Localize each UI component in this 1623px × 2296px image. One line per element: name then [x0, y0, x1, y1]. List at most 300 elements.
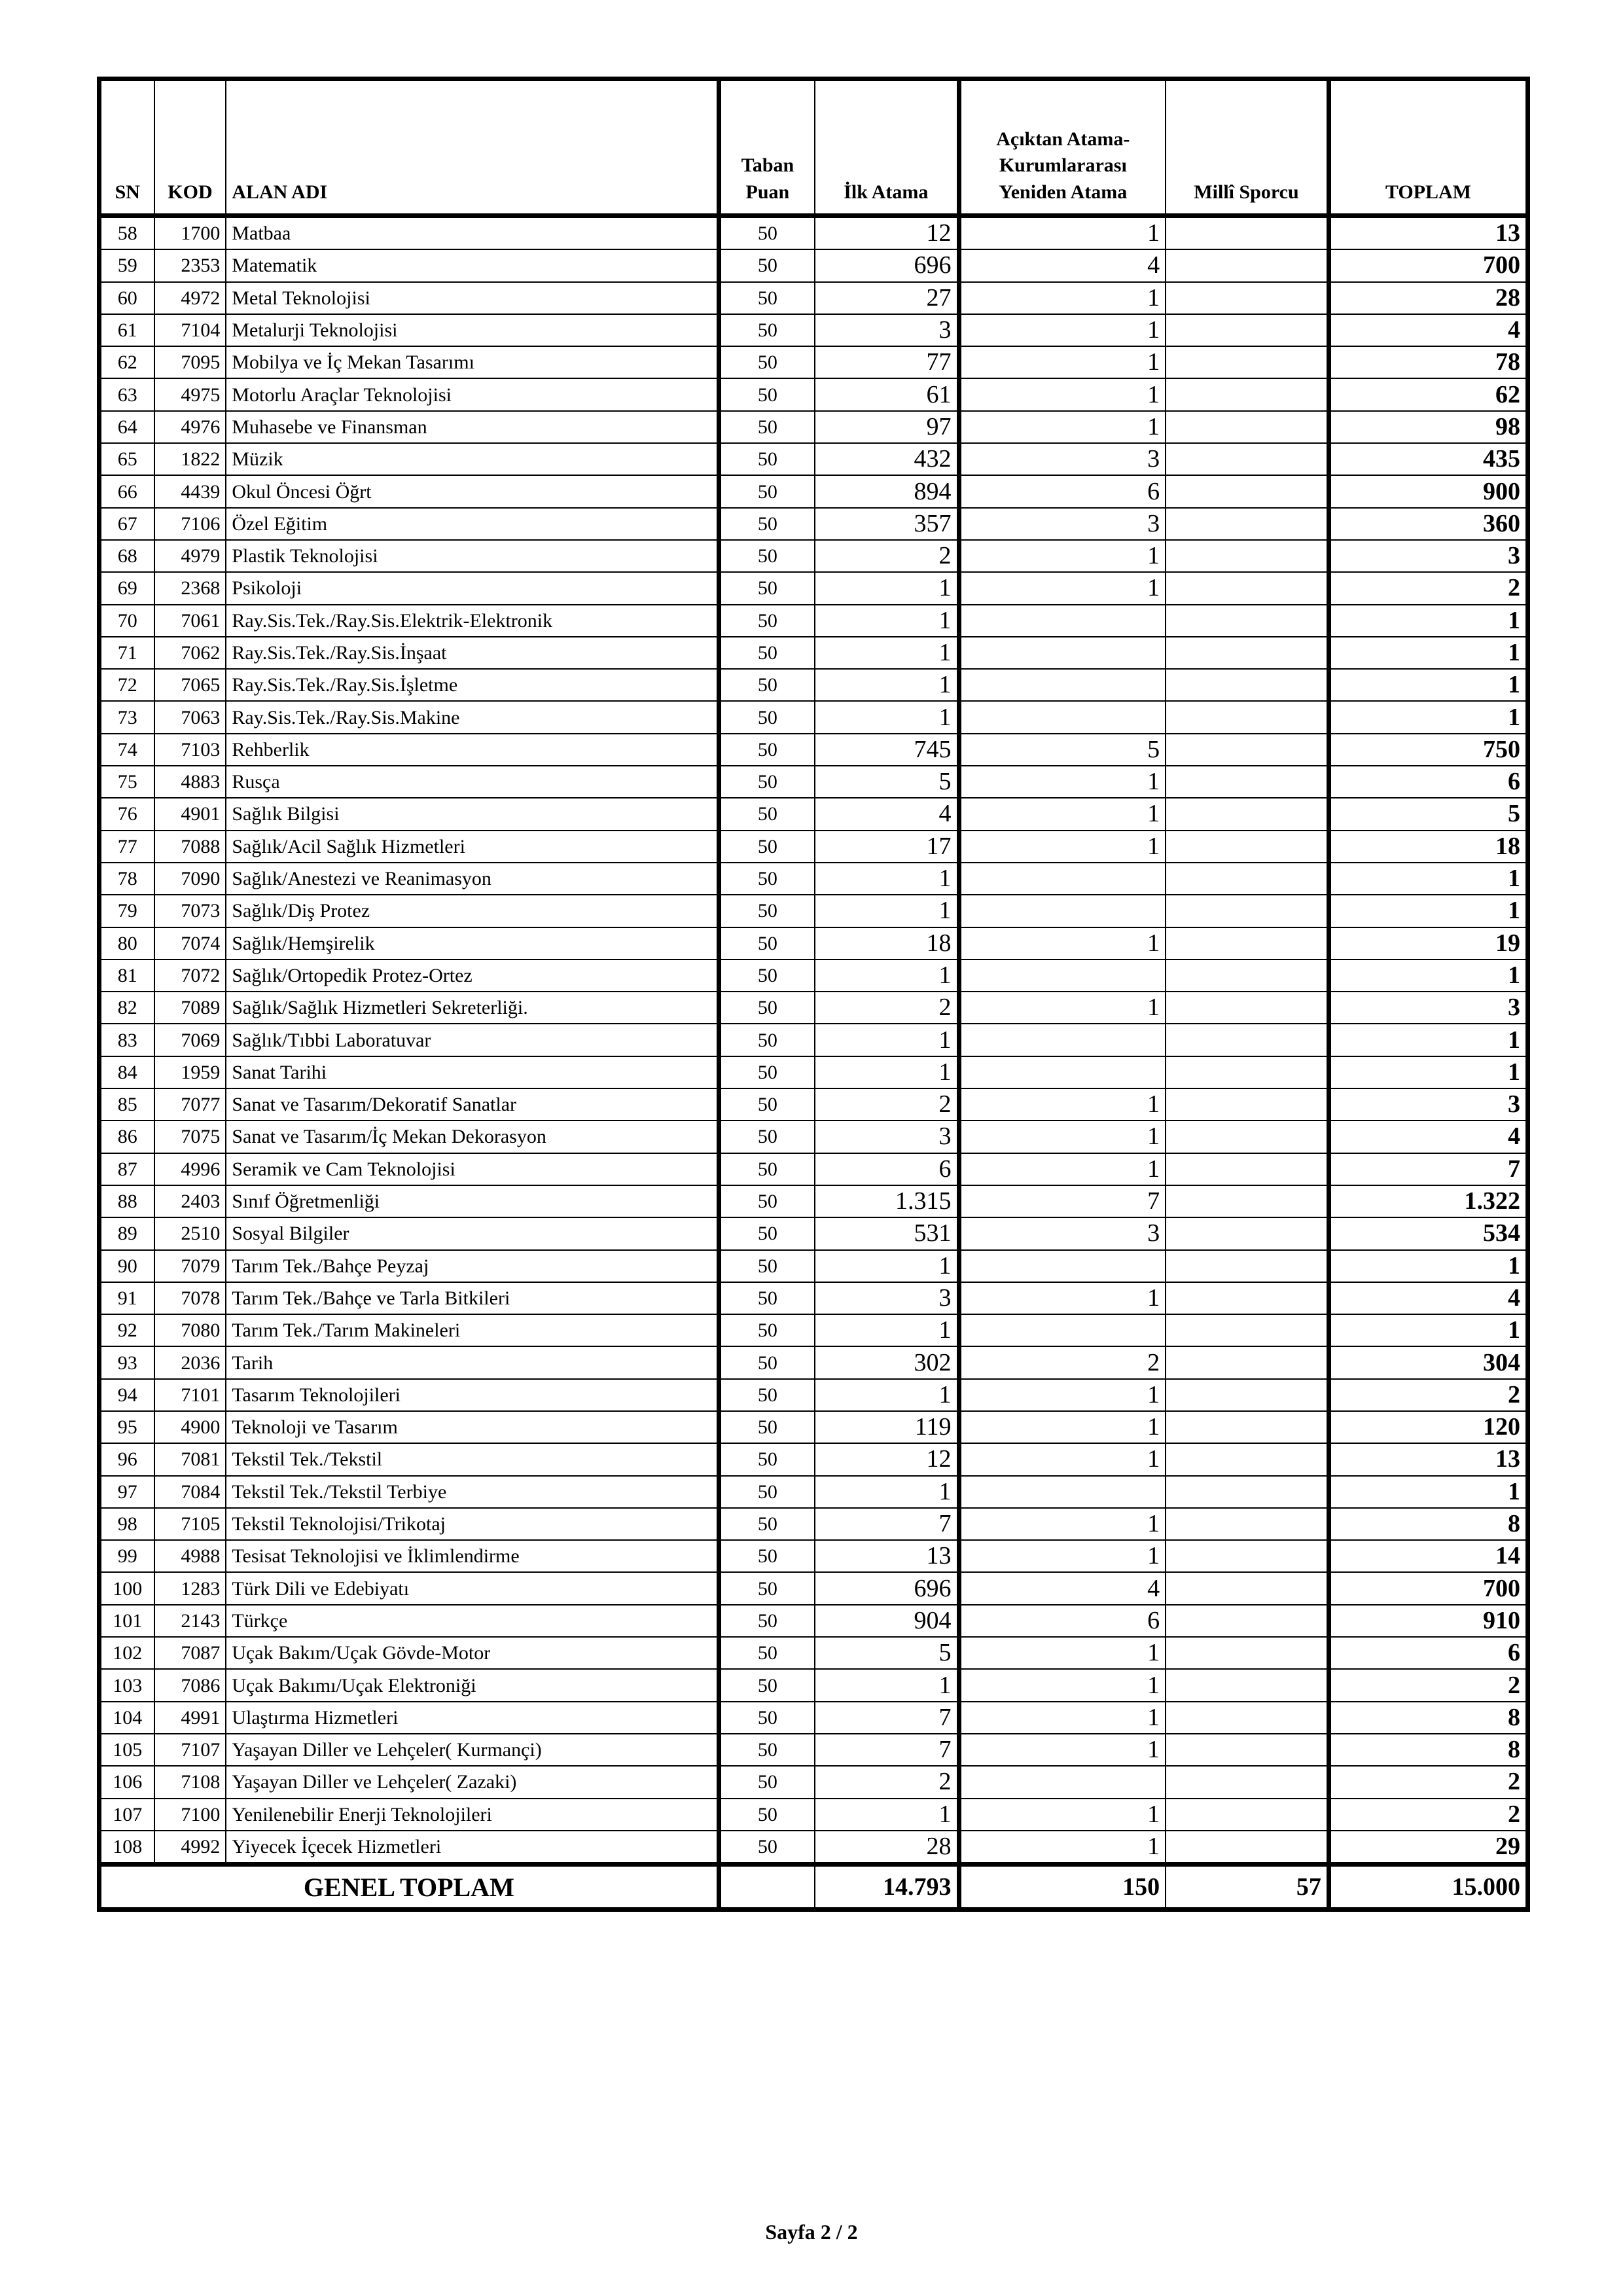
cell-milli-sporcu — [1166, 1411, 1329, 1443]
cell-kod: 7065 — [154, 669, 226, 701]
cell-toplam: 1 — [1329, 637, 1527, 669]
cell-milli-sporcu — [1166, 734, 1329, 766]
cell-kod: 7062 — [154, 637, 226, 669]
cell-toplam: 7 — [1329, 1153, 1527, 1185]
cell-sn: 92 — [99, 1314, 154, 1346]
cell-kod: 1700 — [154, 216, 226, 250]
cell-ilk-atama: 119 — [815, 1411, 959, 1443]
cell-toplam: 78 — [1329, 346, 1527, 378]
cell-taban-puan: 50 — [719, 443, 815, 475]
cell-aciktan-atama: 1 — [959, 1799, 1166, 1831]
cell-ilk-atama: 3 — [815, 1282, 959, 1314]
cell-alan-adi: Metalurji Teknolojisi — [226, 314, 719, 346]
cell-toplam: 13 — [1329, 1443, 1527, 1475]
table-row — [99, 1476, 1528, 1508]
cell-aciktan-atama: 1 — [959, 282, 1166, 314]
cell-alan-adi: Sınıf Öğretmenliği — [226, 1185, 719, 1217]
cell-sn: 96 — [99, 1443, 154, 1475]
cell-ilk-atama: 7 — [815, 1508, 959, 1540]
cell-sn: 61 — [99, 314, 154, 346]
cell-kod: 4979 — [154, 540, 226, 572]
table-row — [99, 443, 1528, 475]
cell-aciktan-atama: 6 — [959, 475, 1166, 507]
cell-aciktan-atama: 1 — [959, 1282, 1166, 1314]
table-row — [99, 1572, 1528, 1604]
cell-alan-adi: Plastik Teknolojisi — [226, 540, 719, 572]
cell-sn: 93 — [99, 1346, 154, 1378]
cell-sn: 65 — [99, 443, 154, 475]
table-row — [99, 1153, 1528, 1185]
cell-taban-puan: 50 — [719, 1379, 815, 1411]
cell-alan-adi: Sağlık/Ortopedik Protez-Ortez — [226, 960, 719, 992]
cell-alan-adi: Teknoloji ve Tasarım — [226, 1411, 719, 1443]
cell-ilk-atama: 7 — [815, 1702, 959, 1734]
assignment-table — [97, 77, 1530, 1912]
cell-ilk-atama: 2 — [815, 1766, 959, 1798]
cell-milli-sporcu — [1166, 1056, 1329, 1088]
cell-alan-adi: Matematik — [226, 249, 719, 281]
cell-ilk-atama: 696 — [815, 249, 959, 281]
cell-sn: 78 — [99, 863, 154, 895]
header-taban-puan — [719, 79, 815, 216]
cell-ilk-atama: 357 — [815, 508, 959, 540]
cell-alan-adi: Rusça — [226, 766, 719, 798]
cell-taban-puan: 50 — [719, 605, 815, 637]
cell-kod: 7074 — [154, 927, 226, 960]
cell-sn: 100 — [99, 1572, 154, 1604]
cell-ilk-atama: 1.315 — [815, 1185, 959, 1217]
table-row — [99, 1605, 1528, 1637]
cell-kod: 7079 — [154, 1250, 226, 1282]
table-row — [99, 1702, 1528, 1734]
cell-taban-puan: 50 — [719, 992, 815, 1024]
cell-taban-puan: 50 — [719, 1121, 815, 1153]
cell-sn: 98 — [99, 1508, 154, 1540]
cell-aciktan-atama: 1 — [959, 1637, 1166, 1669]
cell-kod: 7103 — [154, 734, 226, 766]
cell-kod: 7107 — [154, 1734, 226, 1766]
cell-taban-puan: 50 — [719, 1250, 815, 1282]
page-number: Sayfa 2 / 2 — [765, 2220, 858, 2244]
cell-taban-puan: 50 — [719, 475, 815, 507]
cell-aciktan-atama: 5 — [959, 734, 1166, 766]
cell-milli-sporcu — [1166, 1217, 1329, 1249]
cell-sn: 80 — [99, 927, 154, 960]
cell-sn: 85 — [99, 1088, 154, 1121]
cell-sn: 107 — [99, 1799, 154, 1831]
cell-aciktan-atama — [959, 960, 1166, 992]
cell-ilk-atama: 5 — [815, 766, 959, 798]
cell-toplam: 360 — [1329, 508, 1527, 540]
cell-milli-sporcu — [1166, 1508, 1329, 1540]
cell-kod: 2143 — [154, 1605, 226, 1637]
cell-alan-adi: Matbaa — [226, 216, 719, 250]
cell-sn: 87 — [99, 1153, 154, 1185]
table-row — [99, 1669, 1528, 1701]
cell-milli-sporcu — [1166, 1250, 1329, 1282]
cell-milli-sporcu — [1166, 314, 1329, 346]
cell-kod: 4900 — [154, 1411, 226, 1443]
document-page — [97, 77, 1530, 1912]
cell-sn: 67 — [99, 508, 154, 540]
cell-toplam: 304 — [1329, 1346, 1527, 1378]
table-row — [99, 346, 1528, 378]
cell-toplam: 14 — [1329, 1540, 1527, 1572]
cell-taban-puan: 50 — [719, 1056, 815, 1088]
cell-toplam: 6 — [1329, 1637, 1527, 1669]
cell-ilk-atama: 61 — [815, 378, 959, 410]
table-row — [99, 1282, 1528, 1314]
cell-aciktan-atama: 1 — [959, 1702, 1166, 1734]
grand-total-ilk-atama: 14.793 — [815, 1865, 959, 1910]
cell-kod: 7108 — [154, 1766, 226, 1798]
cell-kod: 7087 — [154, 1637, 226, 1669]
cell-milli-sporcu — [1166, 1766, 1329, 1798]
cell-sn: 102 — [99, 1637, 154, 1669]
cell-kod: 2368 — [154, 572, 226, 604]
cell-milli-sporcu — [1166, 572, 1329, 604]
cell-toplam: 910 — [1329, 1605, 1527, 1637]
cell-taban-puan: 50 — [719, 1314, 815, 1346]
cell-milli-sporcu — [1166, 1605, 1329, 1637]
cell-alan-adi: Ray.Sis.Tek./Ray.Sis.Makine — [226, 701, 719, 733]
cell-milli-sporcu — [1166, 1669, 1329, 1701]
cell-alan-adi: Tekstil Tek./Tekstil Terbiye — [226, 1476, 719, 1508]
cell-alan-adi: Uçak Bakım/Uçak Gövde-Motor — [226, 1637, 719, 1669]
cell-aciktan-atama: 7 — [959, 1185, 1166, 1217]
header-toplam: TOPLAM — [1329, 79, 1527, 216]
cell-alan-adi: Yaşayan Diller ve Lehçeler( Zazaki) — [226, 1766, 719, 1798]
cell-taban-puan: 50 — [719, 1799, 815, 1831]
cell-kod: 7078 — [154, 1282, 226, 1314]
cell-kod: 4883 — [154, 766, 226, 798]
header-acik-line2: Kurumlararası — [999, 154, 1127, 176]
cell-sn: 83 — [99, 1024, 154, 1056]
cell-taban-puan: 50 — [719, 1702, 815, 1734]
cell-toplam: 3 — [1329, 540, 1527, 572]
cell-milli-sporcu — [1166, 1799, 1329, 1831]
cell-alan-adi: Tarım Tek./Tarım Makineleri — [226, 1314, 719, 1346]
cell-ilk-atama: 531 — [815, 1217, 959, 1249]
cell-toplam: 19 — [1329, 927, 1527, 960]
table-row — [99, 1831, 1528, 1865]
cell-sn: 81 — [99, 960, 154, 992]
cell-milli-sporcu — [1166, 960, 1329, 992]
cell-alan-adi: Yiyecek İçecek Hizmetleri — [226, 1831, 719, 1865]
table-row — [99, 992, 1528, 1024]
cell-kod: 7069 — [154, 1024, 226, 1056]
cell-kod: 7086 — [154, 1669, 226, 1701]
cell-toplam: 750 — [1329, 734, 1527, 766]
cell-milli-sporcu — [1166, 669, 1329, 701]
grand-total-label: GENEL TOPLAM — [99, 1865, 719, 1910]
cell-alan-adi: Muhasebe ve Finansman — [226, 411, 719, 443]
cell-ilk-atama: 1 — [815, 637, 959, 669]
cell-milli-sporcu — [1166, 249, 1329, 281]
cell-milli-sporcu — [1166, 798, 1329, 830]
cell-aciktan-atama: 1 — [959, 572, 1166, 604]
table-row — [99, 1346, 1528, 1378]
cell-ilk-atama: 1 — [815, 863, 959, 895]
cell-alan-adi: Tarih — [226, 1346, 719, 1378]
cell-alan-adi: Sağlık/Acil Sağlık Hizmetleri — [226, 831, 719, 863]
table-row — [99, 637, 1528, 669]
cell-toplam: 2 — [1329, 572, 1527, 604]
cell-milli-sporcu — [1166, 766, 1329, 798]
cell-milli-sporcu — [1166, 637, 1329, 669]
cell-sn: 91 — [99, 1282, 154, 1314]
cell-toplam: 900 — [1329, 475, 1527, 507]
cell-aciktan-atama — [959, 1766, 1166, 1798]
cell-toplam: 4 — [1329, 314, 1527, 346]
cell-taban-puan: 50 — [719, 282, 815, 314]
cell-ilk-atama: 77 — [815, 346, 959, 378]
grand-total-milli-sporcu: 57 — [1166, 1865, 1329, 1910]
cell-aciktan-atama: 1 — [959, 378, 1166, 410]
cell-kod: 7084 — [154, 1476, 226, 1508]
cell-aciktan-atama — [959, 863, 1166, 895]
cell-toplam: 534 — [1329, 1217, 1527, 1249]
table-row — [99, 572, 1528, 604]
cell-taban-puan: 50 — [719, 249, 815, 281]
cell-kod: 7061 — [154, 605, 226, 637]
cell-ilk-atama: 1 — [815, 1024, 959, 1056]
cell-kod: 2353 — [154, 249, 226, 281]
cell-taban-puan: 50 — [719, 798, 815, 830]
table-row — [99, 1637, 1528, 1669]
cell-taban-puan: 50 — [719, 540, 815, 572]
cell-aciktan-atama — [959, 1314, 1166, 1346]
cell-alan-adi: Özel Eğitim — [226, 508, 719, 540]
cell-ilk-atama: 2 — [815, 1088, 959, 1121]
cell-ilk-atama: 745 — [815, 734, 959, 766]
table-row — [99, 1250, 1528, 1282]
cell-ilk-atama: 1 — [815, 1669, 959, 1701]
cell-milli-sporcu — [1166, 1702, 1329, 1734]
cell-taban-puan: 50 — [719, 1605, 815, 1637]
cell-aciktan-atama: 1 — [959, 1379, 1166, 1411]
table-row — [99, 216, 1528, 250]
cell-kod: 4976 — [154, 411, 226, 443]
cell-toplam: 3 — [1329, 992, 1527, 1024]
table-row — [99, 540, 1528, 572]
table-row — [99, 1121, 1528, 1153]
cell-ilk-atama: 696 — [815, 1572, 959, 1604]
cell-taban-puan: 50 — [719, 1476, 815, 1508]
cell-aciktan-atama: 1 — [959, 314, 1166, 346]
cell-ilk-atama: 13 — [815, 1540, 959, 1572]
cell-ilk-atama: 1 — [815, 572, 959, 604]
cell-milli-sporcu — [1166, 1831, 1329, 1865]
cell-taban-puan: 50 — [719, 1572, 815, 1604]
header-acik-line1: Açıktan Atama- — [996, 128, 1130, 150]
cell-aciktan-atama: 1 — [959, 1540, 1166, 1572]
cell-kod: 7090 — [154, 863, 226, 895]
table-row — [99, 1443, 1528, 1475]
cell-taban-puan: 50 — [719, 669, 815, 701]
cell-aciktan-atama — [959, 895, 1166, 927]
cell-sn: 72 — [99, 669, 154, 701]
cell-milli-sporcu — [1166, 831, 1329, 863]
cell-kod: 4992 — [154, 1831, 226, 1865]
cell-milli-sporcu — [1166, 992, 1329, 1024]
cell-alan-adi: Yenilenebilir Enerji Teknolojileri — [226, 1799, 719, 1831]
cell-toplam: 29 — [1329, 1831, 1527, 1865]
cell-toplam: 1 — [1329, 1056, 1527, 1088]
cell-aciktan-atama: 1 — [959, 1734, 1166, 1766]
cell-aciktan-atama: 4 — [959, 1572, 1166, 1604]
cell-sn: 77 — [99, 831, 154, 863]
cell-milli-sporcu — [1166, 346, 1329, 378]
cell-taban-puan: 50 — [719, 1443, 815, 1475]
table-row — [99, 831, 1528, 863]
cell-aciktan-atama: 2 — [959, 1346, 1166, 1378]
cell-toplam: 28 — [1329, 282, 1527, 314]
cell-aciktan-atama: 1 — [959, 1088, 1166, 1121]
header-kod: KOD — [154, 79, 226, 216]
cell-sn: 69 — [99, 572, 154, 604]
cell-alan-adi: Türk Dili ve Edebiyatı — [226, 1572, 719, 1604]
cell-kod: 1283 — [154, 1572, 226, 1604]
cell-sn: 95 — [99, 1411, 154, 1443]
cell-alan-adi: Psikoloji — [226, 572, 719, 604]
cell-kod: 2036 — [154, 1346, 226, 1378]
table-row — [99, 282, 1528, 314]
cell-ilk-atama: 1 — [815, 960, 959, 992]
cell-ilk-atama: 1 — [815, 1056, 959, 1088]
cell-ilk-atama: 2 — [815, 992, 959, 1024]
table-row — [99, 314, 1528, 346]
cell-alan-adi: Sağlık/Hemşirelik — [226, 927, 719, 960]
table-row — [99, 411, 1528, 443]
cell-kod: 7100 — [154, 1799, 226, 1831]
cell-ilk-atama: 3 — [815, 314, 959, 346]
cell-milli-sporcu — [1166, 1346, 1329, 1378]
table-row — [99, 378, 1528, 410]
cell-kod: 7105 — [154, 1508, 226, 1540]
cell-toplam: 18 — [1329, 831, 1527, 863]
cell-aciktan-atama: 1 — [959, 1669, 1166, 1701]
cell-ilk-atama: 4 — [815, 798, 959, 830]
cell-ilk-atama: 28 — [815, 1831, 959, 1865]
cell-milli-sporcu — [1166, 216, 1329, 250]
cell-milli-sporcu — [1166, 1540, 1329, 1572]
cell-ilk-atama: 12 — [815, 1443, 959, 1475]
cell-taban-puan: 50 — [719, 1346, 815, 1378]
cell-sn: 79 — [99, 895, 154, 927]
cell-sn: 59 — [99, 249, 154, 281]
cell-taban-puan: 50 — [719, 831, 815, 863]
cell-aciktan-atama: 1 — [959, 540, 1166, 572]
cell-kod: 7073 — [154, 895, 226, 927]
cell-kod: 7104 — [154, 314, 226, 346]
table-row — [99, 1088, 1528, 1121]
table-row — [99, 1766, 1528, 1798]
cell-aciktan-atama — [959, 605, 1166, 637]
cell-alan-adi: Ray.Sis.Tek./Ray.Sis.İşletme — [226, 669, 719, 701]
cell-alan-adi: Sağlık/Anestezi ve Reanimasyon — [226, 863, 719, 895]
cell-ilk-atama: 1 — [815, 1250, 959, 1282]
cell-ilk-atama: 1 — [815, 669, 959, 701]
cell-alan-adi: Ray.Sis.Tek./Ray.Sis.İnşaat — [226, 637, 719, 669]
cell-alan-adi: Sosyal Bilgiler — [226, 1217, 719, 1249]
cell-aciktan-atama: 1 — [959, 798, 1166, 830]
cell-taban-puan: 50 — [719, 346, 815, 378]
cell-alan-adi: Sağlık/Tıbbi Laboratuvar — [226, 1024, 719, 1056]
grand-total-aciktan-atama: 150 — [959, 1865, 1166, 1910]
cell-milli-sporcu — [1166, 1024, 1329, 1056]
table-row — [99, 863, 1528, 895]
table-row — [99, 249, 1528, 281]
grand-total-taban — [719, 1865, 815, 1910]
cell-kod: 4972 — [154, 282, 226, 314]
cell-aciktan-atama: 4 — [959, 249, 1166, 281]
table-row — [99, 669, 1528, 701]
table-body — [99, 216, 1528, 1865]
cell-kod: 7072 — [154, 960, 226, 992]
cell-kod: 1822 — [154, 443, 226, 475]
cell-sn: 101 — [99, 1605, 154, 1637]
cell-kod: 7081 — [154, 1443, 226, 1475]
cell-kod: 2510 — [154, 1217, 226, 1249]
cell-aciktan-atama: 1 — [959, 992, 1166, 1024]
cell-ilk-atama: 97 — [815, 411, 959, 443]
cell-toplam: 8 — [1329, 1734, 1527, 1766]
cell-kod: 7063 — [154, 701, 226, 733]
table-row — [99, 1799, 1528, 1831]
cell-aciktan-atama: 1 — [959, 1443, 1166, 1475]
cell-taban-puan: 50 — [719, 1766, 815, 1798]
cell-milli-sporcu — [1166, 1734, 1329, 1766]
cell-taban-puan: 50 — [719, 572, 815, 604]
cell-kod: 7075 — [154, 1121, 226, 1153]
cell-milli-sporcu — [1166, 1153, 1329, 1185]
table-row — [99, 798, 1528, 830]
cell-kod: 4991 — [154, 1702, 226, 1734]
cell-ilk-atama: 12 — [815, 216, 959, 250]
cell-sn: 89 — [99, 1217, 154, 1249]
cell-toplam: 1.322 — [1329, 1185, 1527, 1217]
cell-kod: 4975 — [154, 378, 226, 410]
cell-alan-adi: Tekstil Tek./Tekstil — [226, 1443, 719, 1475]
cell-toplam: 6 — [1329, 766, 1527, 798]
cell-sn: 105 — [99, 1734, 154, 1766]
cell-sn: 104 — [99, 1702, 154, 1734]
cell-alan-adi: Uçak Bakımı/Uçak Elektroniği — [226, 1669, 719, 1701]
cell-taban-puan: 50 — [719, 1282, 815, 1314]
cell-sn: 63 — [99, 378, 154, 410]
cell-alan-adi: Ulaştırma Hizmetleri — [226, 1702, 719, 1734]
cell-kod: 2403 — [154, 1185, 226, 1217]
cell-milli-sporcu — [1166, 927, 1329, 960]
cell-sn: 74 — [99, 734, 154, 766]
table-row — [99, 734, 1528, 766]
table-row — [99, 1540, 1528, 1572]
cell-sn: 108 — [99, 1831, 154, 1865]
cell-toplam: 8 — [1329, 1508, 1527, 1540]
header-ilk-atama: İlk Atama — [815, 79, 959, 216]
cell-taban-puan: 50 — [719, 508, 815, 540]
cell-milli-sporcu — [1166, 895, 1329, 927]
cell-kod: 7089 — [154, 992, 226, 1024]
cell-alan-adi: Yaşayan Diller ve Lehçeler( Kurmançi) — [226, 1734, 719, 1766]
cell-sn: 68 — [99, 540, 154, 572]
table-row — [99, 1379, 1528, 1411]
cell-toplam: 1 — [1329, 960, 1527, 992]
cell-aciktan-atama — [959, 701, 1166, 733]
cell-sn: 97 — [99, 1476, 154, 1508]
cell-alan-adi: Ray.Sis.Tek./Ray.Sis.Elektrik-Elektronik — [226, 605, 719, 637]
